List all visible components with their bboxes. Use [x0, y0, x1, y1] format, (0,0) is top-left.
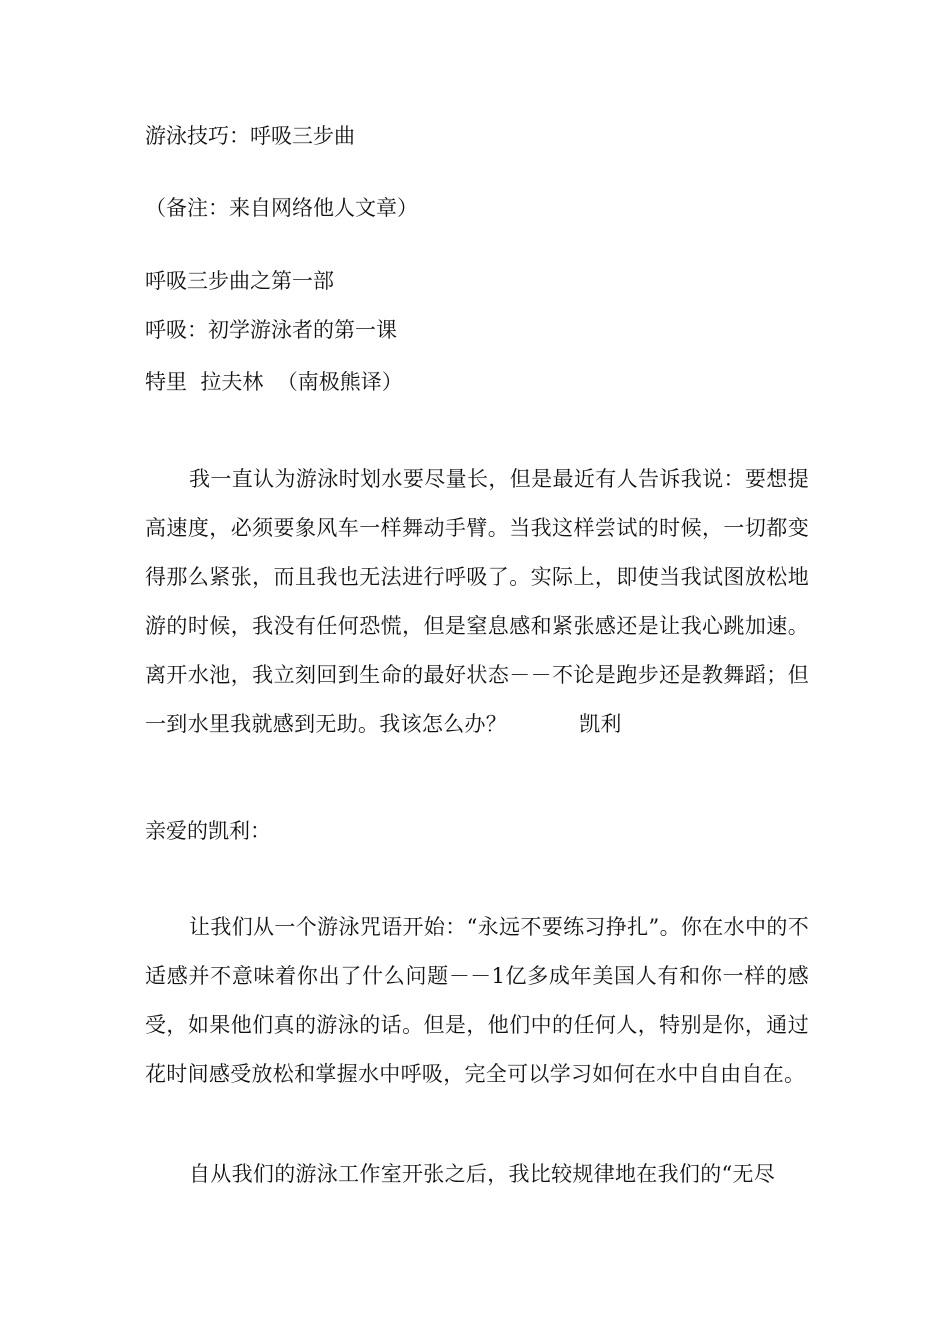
reply-paragraph-2: 自从我们的游泳工作室开张之后，我比较规律地在我们的“无尽: [189, 1162, 776, 1186]
lesson-subtitle: 呼吸：初学游泳者的第一课: [145, 318, 397, 342]
reply-paragraph-1: 让我们从一个游泳咒语开始：“永远不要练习挣扎”。你在水中的不适感并不意味着你出了什么问题－－1亿多成年美国人有和你一样的感受，如果他们真的游泳的话。但是，他们中的任何人，特别是你，通过花时间感受放松和掌握水中呼吸，完全可以学习如何在水中自由自在。: [145, 915, 809, 1086]
source-note: （备注：来自网络他人文章）: [145, 196, 418, 220]
author-byline: 特里 拉夫林 （南极熊译）: [145, 370, 403, 394]
document-title: 游泳技巧：呼吸三步曲: [145, 124, 355, 148]
salutation: 亲爱的凯利：: [145, 819, 271, 843]
letter-paragraph: [145, 455, 809, 749]
letter-signature: 凯利: [579, 712, 622, 736]
part-heading: 呼吸三步曲之第一部: [145, 269, 334, 293]
letter-body: 我一直认为游泳时划水要尽量长，但是最近有人告诉我说：要想提高速度，必须要象风车一样舞动手臂。当我这样尝试的时候，一切都变得那么紧张，而且我也无法进行呼吸了。实际上，即使当我试图放松地游的时候，我没有任何恐慌，但是窒息感和紧张感还是让我心跳加速。离开水池，我立刻回到生命的最好状态－－不论是跑步还是教舞蹈；但一到水里我就感到无助。我该怎么办？: [145, 467, 809, 736]
